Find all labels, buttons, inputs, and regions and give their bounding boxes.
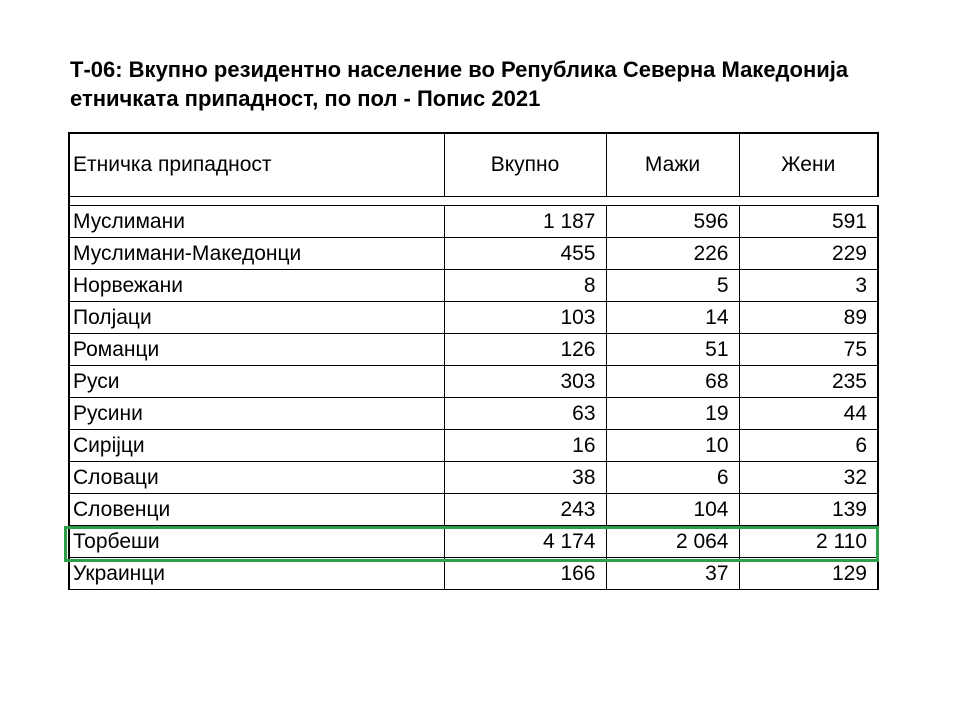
table-row (69, 462, 878, 494)
cell-female: 6 (739, 430, 878, 462)
cell-male: 5 (606, 270, 739, 302)
cell-female: 139 (739, 494, 878, 526)
table-row (69, 558, 878, 590)
cell-male: 596 (606, 206, 739, 238)
cell-total: 1 187 (444, 206, 606, 238)
cell-female: 235 (739, 366, 878, 398)
cell-total: 303 (444, 366, 606, 398)
cell-total: 126 (444, 334, 606, 366)
title-line-2: етничката припадност, по пол - Попис 2021 (70, 86, 541, 111)
table-row (69, 526, 878, 558)
table-header-row (69, 133, 878, 197)
cell-female: 591 (739, 206, 878, 238)
cell-ethnicity: Русини (69, 398, 444, 430)
cell-female: 44 (739, 398, 878, 430)
table-row (69, 494, 878, 526)
table-row (69, 430, 878, 462)
cell-ethnicity: Муслимани (69, 206, 444, 238)
cell-total: 38 (444, 462, 606, 494)
header-total: Вкупно (444, 133, 606, 197)
cell-male: 37 (606, 558, 739, 590)
cell-ethnicity: Норвежани (69, 270, 444, 302)
cell-female: 2 110 (739, 526, 878, 558)
table-row (69, 302, 878, 334)
cell-female: 3 (739, 270, 878, 302)
table-title (70, 55, 875, 113)
cell-total: 103 (444, 302, 606, 334)
cell-ethnicity: Романци (69, 334, 444, 366)
cell-female: 129 (739, 558, 878, 590)
cell-total: 455 (444, 238, 606, 270)
title-line-1: Т-06: Вкупно резидентно население во Република Северна Македонија (70, 57, 849, 82)
cell-total: 63 (444, 398, 606, 430)
cell-female: 229 (739, 238, 878, 270)
cell-total: 8 (444, 270, 606, 302)
cell-ethnicity: Сирijци (69, 430, 444, 462)
header-ethnicity: Етничка припадност (69, 133, 444, 197)
table-row (69, 366, 878, 398)
header-male: Мажи (606, 133, 739, 197)
cell-male: 19 (606, 398, 739, 430)
cell-ethnicity: Руси (69, 366, 444, 398)
cell-male: 14 (606, 302, 739, 334)
population-table (68, 132, 879, 590)
cell-male: 10 (606, 430, 739, 462)
table-row (69, 206, 878, 238)
cell-ethnicity: Словаци (69, 462, 444, 494)
table-row (69, 398, 878, 430)
cell-male: 6 (606, 462, 739, 494)
cell-ethnicity: Муслимани-Македонци (69, 238, 444, 270)
cell-female: 32 (739, 462, 878, 494)
cell-ethnicity: Полјаци (69, 302, 444, 334)
cell-male: 104 (606, 494, 739, 526)
cell-total: 243 (444, 494, 606, 526)
table-row (69, 334, 878, 366)
cell-female: 75 (739, 334, 878, 366)
cell-male: 68 (606, 366, 739, 398)
cell-ethnicity: Словенци (69, 494, 444, 526)
cell-male: 2 064 (606, 526, 739, 558)
cell-female: 89 (739, 302, 878, 334)
cell-male: 226 (606, 238, 739, 270)
table-row (69, 270, 878, 302)
table-row (69, 238, 878, 270)
cell-ethnicity: Торбеши (69, 526, 444, 558)
cell-male: 51 (606, 334, 739, 366)
cell-total: 4 174 (444, 526, 606, 558)
cell-total: 16 (444, 430, 606, 462)
cell-ethnicity: Украинци (69, 558, 444, 590)
cell-total: 166 (444, 558, 606, 590)
header-female: Жени (739, 133, 878, 197)
